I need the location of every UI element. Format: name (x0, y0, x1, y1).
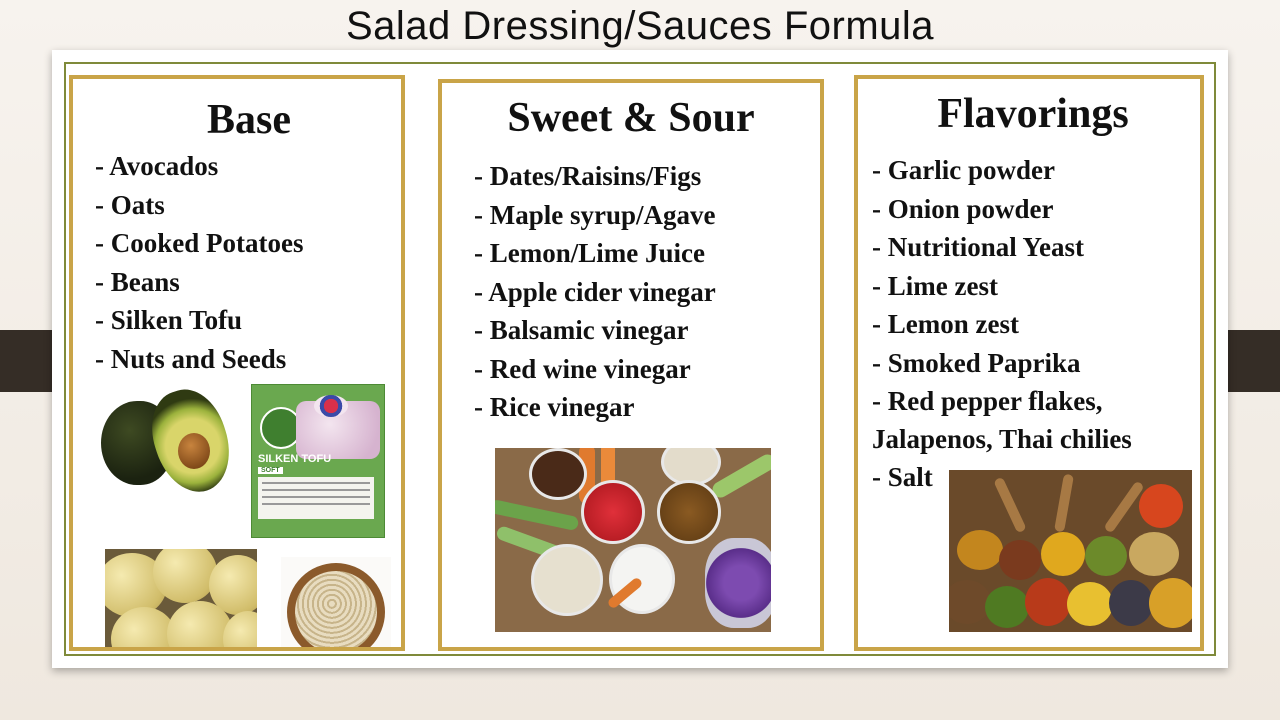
sweet-sour-list (474, 157, 716, 427)
base-list (95, 147, 303, 378)
silken-tofu-package-image (251, 384, 385, 538)
list-item: - Avocados (95, 151, 219, 181)
flavorings-heading: Flavorings (937, 91, 1129, 137)
list-item: - Lemon zest (872, 309, 1019, 339)
list-item: - Silken Tofu (95, 305, 243, 335)
oats-bowl-image (281, 557, 391, 651)
list-item: - Nutritional Yeast (872, 232, 1084, 262)
list-item: - Salt (872, 462, 933, 492)
potatoes-image (105, 549, 257, 651)
list-item: - Maple syrup/Agave (474, 199, 716, 230)
sweet-sour-heading: Sweet & Sour (507, 95, 755, 141)
sauces-dips-image (495, 448, 771, 632)
list-item: - Apple cider vinegar (474, 276, 716, 307)
slide-title: Salad Dressing/Sauces Formula (345, 4, 935, 48)
list-item: - Lemon/Lime Juice (474, 238, 705, 268)
spices-image (949, 470, 1192, 632)
list-item: - Smoked Paprika (872, 347, 1081, 378)
list-item: - Dates/Raisins/Figs (474, 161, 702, 191)
list-item: - Beans (95, 266, 180, 297)
list-item: - Red wine vinegar (474, 353, 691, 384)
base-column (69, 75, 405, 651)
tofu-soft-label: SOFT (258, 467, 283, 474)
tofu-label: SILKEN TOFU (258, 453, 332, 465)
base-heading: Base (207, 97, 291, 143)
content-card (52, 50, 1228, 668)
list-item: - Garlic powder (872, 155, 1055, 185)
list-item: - Balsamic vinegar (474, 315, 689, 345)
list-item: - Red pepper flakes, Jalapenos, Thai chilies (872, 386, 1132, 454)
list-item: - Cooked Potatoes (95, 228, 304, 258)
avocado-image (93, 379, 231, 497)
list-item: - Oats (95, 189, 165, 220)
list-item: - Onion powder (872, 193, 1054, 224)
list-item: - Lime zest (872, 270, 998, 301)
flavorings-list (872, 151, 1202, 497)
list-item: - Nuts and Seeds (95, 343, 287, 374)
list-item: - Rice vinegar (474, 392, 635, 422)
